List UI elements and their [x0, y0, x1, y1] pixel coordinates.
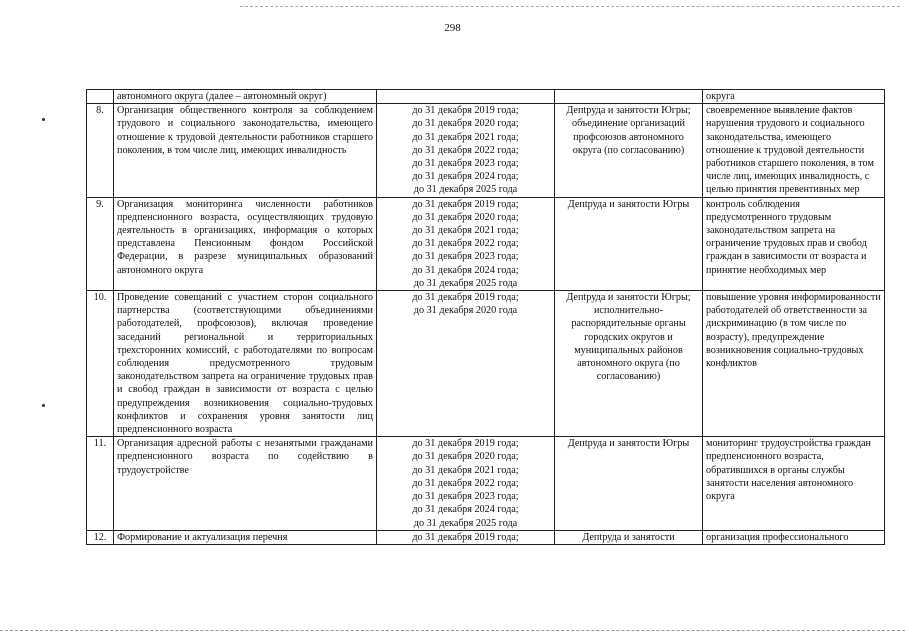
- bottom-scan-rule: [0, 630, 905, 631]
- responsible-cell: Депtруда и занятости Югры; исполнительно-распорядительные органы городских округов и муниципальных районов автономного округа (по согласованию): [555, 291, 703, 437]
- term-cell: [377, 530, 555, 544]
- term-line: до 31 декабря 2019 года;: [412, 292, 519, 304]
- row-number: [87, 90, 114, 104]
- row-number: 9.: [87, 197, 114, 290]
- event-cell: Формирование и актуализация перечня: [114, 530, 377, 544]
- term-line: до 31 декабря 2019 года;: [412, 438, 519, 450]
- result-cell: мониторинг трудоустройства граждан предпенсионного возраста, обратившихся в органы службы занятости населения автономного округа: [703, 437, 885, 530]
- row-number: 11.: [87, 437, 114, 530]
- term-line: до 31 декабря 2024 года;: [412, 171, 519, 183]
- responsible-cell: Депtруда и занятости: [555, 530, 703, 544]
- term-cell: [377, 437, 555, 530]
- margin-mark-middle: [42, 404, 45, 407]
- responsible-cell: Депtруда и занятости Югры; объединение организаций профсоюзов автономного округа (по согласованию): [555, 104, 703, 197]
- table-row: [87, 437, 885, 530]
- event-cell: автономного округа (далее – автономный округ): [114, 90, 377, 104]
- term-line: до 31 декабря 2023 года;: [412, 251, 519, 263]
- term-line: до 31 декабря 2020 года;: [412, 211, 519, 223]
- term-line: до 31 декабря 2019 года;: [412, 105, 519, 117]
- term-line: до 31 декабря 2020 года;: [412, 451, 519, 463]
- top-scan-rule: [240, 6, 900, 7]
- event-cell: Проведение совещаний с участием сторон социального партнерства (соответствующими объединениями работодателей, профсоюзов), включая проведение заседаний региональной и территориальных трехсторонних комиссий, с работодателями по вопросам соблюдения предусмотренного трудовым законодательством запрета на ограничение трудовых прав и свобод граждан в зависимости от возраста с целью предупреждения возникновения социально-трудовых конфликтов и сохранения уровня занятости лиц предпенсионного возраста: [114, 291, 377, 437]
- result-cell: повышение уровня информированности работодателей об ответственности за дискриминацию (в том числе по возрасту), предупреждение возникновения социально-трудовых конфликтов: [703, 291, 885, 437]
- table-row: [87, 104, 885, 197]
- term-line: до 31 декабря 2025 года: [413, 517, 518, 529]
- term-line: до 31 декабря 2020 года;: [412, 118, 519, 130]
- term-line: до 31 декабря 2021 года;: [412, 464, 519, 476]
- term-line: до 31 декабря 2020 года: [413, 305, 518, 317]
- term-line: до 31 декабря 2024 года;: [412, 504, 519, 516]
- page-number: 298: [444, 22, 461, 34]
- term-line: до 31 декабря 2022 года;: [412, 477, 519, 489]
- term-cell: [377, 90, 555, 104]
- term-line: до 31 декабря 2023 года;: [412, 491, 519, 503]
- term-line: до 31 декабря 2022 года;: [412, 144, 519, 156]
- term-line: до 31 декабря 2025 года: [413, 277, 518, 289]
- term-line: до 31 декабря 2025 года: [413, 184, 518, 196]
- term-line: до 31 декабря 2024 года;: [412, 264, 519, 276]
- result-cell: округа: [703, 90, 885, 104]
- term-line: до 31 декабря 2019 года;: [412, 198, 519, 210]
- term-line: до 31 декабря 2021 года;: [412, 225, 519, 237]
- responsible-cell: Депtруда и занятости Югры: [555, 197, 703, 290]
- event-cell: Организация общественного контроля за соблюдением трудового и социального законодательства, имеющего отношение к трудовой деятельности работников старшего поколения, в том числе лиц, имеющих инвалидность: [114, 104, 377, 197]
- table-row: [87, 197, 885, 290]
- result-cell: организация профессионального: [703, 530, 885, 544]
- row-number: 12.: [87, 530, 114, 544]
- term-cell: [377, 197, 555, 290]
- event-cell: Организация мониторинга численности работников предпенсионного возраста, осуществляющих трудовую деятельность в организациях, информация о которых представлена Пенсионным фондом Российской Федерации, в разрезе муниципальных образований автономного округа: [114, 197, 377, 290]
- term-line: до 31 декабря 2023 года;: [412, 158, 519, 170]
- term-cell: [377, 291, 555, 437]
- table-row: [87, 530, 885, 544]
- continuation-row: [87, 90, 885, 104]
- term-line: до 31 декабря 2019 года;: [412, 531, 519, 543]
- term-cell: [377, 104, 555, 197]
- result-cell: своевременное выявление фактов нарушения трудового и социального законодательства, имеющего отношение к трудовой деятельности работников старшего поколения, в том числе лиц, имеющих инвалидность, с целью принятия превентивных мер: [703, 104, 885, 197]
- responsible-cell: [555, 90, 703, 104]
- row-number: 10.: [87, 291, 114, 437]
- margin-mark-top: [42, 118, 45, 121]
- term-line: до 31 декабря 2022 года;: [412, 238, 519, 250]
- result-cell: контроль соблюдения предусмотренного трудовым законодательством запрета на ограничение трудовых прав и свобод граждан в зависимости от возраста и принятие необходимых мер: [703, 197, 885, 290]
- row-number: 8.: [87, 104, 114, 197]
- responsible-cell: Депtруда и занятости Югры: [555, 437, 703, 530]
- event-cell: Организация адресной работы с незанятыми гражданами предпенсионного возраста по содействию в трудоустройстве: [114, 437, 377, 530]
- table-row: [87, 291, 885, 437]
- measures-table: [86, 89, 885, 545]
- term-line: до 31 декабря 2021 года;: [412, 131, 519, 143]
